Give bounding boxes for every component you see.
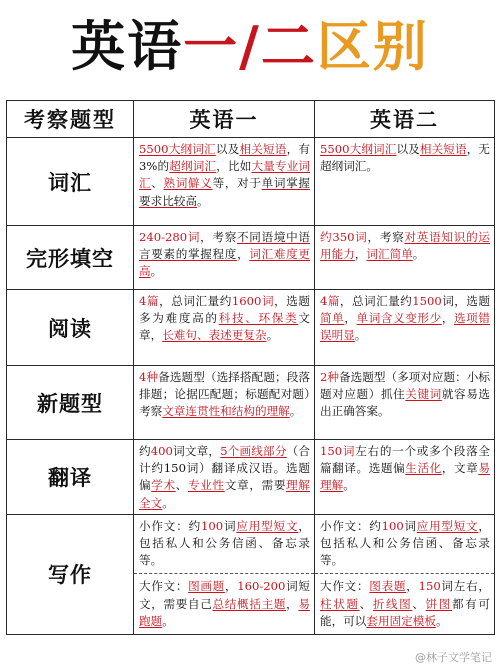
text-segment: 以及	[215, 142, 240, 156]
text-segment: 应用型短文	[236, 518, 299, 533]
category-cell: 翻译	[7, 440, 134, 515]
text-segment: ，文章	[441, 461, 479, 476]
text-segment: ，包括私人和公务信函、备忘录等。	[320, 518, 490, 568]
text-segment: 对英语知识的运用能力	[320, 230, 490, 262]
english-two-cell	[315, 290, 495, 366]
text-segment: 。	[435, 613, 448, 628]
text-segment: 。	[196, 193, 209, 208]
text-segment: 词汇难度更高	[139, 247, 310, 279]
text-segment: 1600词	[231, 294, 275, 308]
text-segment: 关键词	[405, 387, 442, 402]
text-segment: 。	[266, 328, 279, 343]
text-segment: ，	[237, 247, 250, 262]
text-segment: 小作文：约	[139, 518, 201, 533]
category-cell: 完形填空	[7, 226, 134, 290]
text-segment: 词	[223, 518, 237, 533]
text-segment: 240-280词	[139, 230, 201, 244]
text-segment: 1500	[412, 294, 442, 308]
text-segment: 2种	[320, 370, 340, 384]
text-segment: 生活化	[405, 461, 442, 476]
text-segment: 。	[162, 495, 174, 510]
text-segment: 4种	[139, 370, 159, 384]
table-header-row	[7, 101, 495, 138]
text-segment: ，	[441, 311, 454, 326]
text-segment: 400	[150, 444, 173, 458]
text-segment: 折线图	[372, 596, 413, 611]
text-segment: 图表题	[369, 579, 407, 594]
text-segment: 图画题	[188, 579, 225, 594]
text-segment: 易跑题	[139, 596, 310, 628]
text-segment: 160-200	[237, 579, 286, 594]
text-segment: ，总词汇量约	[159, 294, 232, 308]
title-part-one-two: 一/二	[183, 14, 317, 78]
text-segment: 备选题型（多项对应题：小标题对应题）抓住	[320, 370, 490, 402]
text-segment: 易理解	[320, 461, 490, 493]
english-one-cell	[134, 366, 315, 440]
table-row-translation	[7, 440, 495, 515]
text-segment: 就容易选出正确答案。	[320, 387, 490, 419]
text-segment: 。	[354, 328, 367, 343]
text-segment: 等，对于	[212, 176, 262, 191]
text-segment: 大量专业词汇	[139, 159, 310, 191]
text-segment: 、	[412, 596, 426, 611]
small-essay-text	[320, 518, 490, 570]
text-segment: 4篇	[139, 294, 160, 308]
text-segment: 简单	[320, 311, 345, 326]
text-segment: 单词掌握要求比较高	[139, 176, 310, 208]
text-segment: 词左右，	[440, 579, 490, 594]
watermark: @林子文学笔记	[415, 651, 492, 664]
text-segment: 总结概括主题	[212, 596, 287, 611]
text-segment: 长难句、表述更复杂	[162, 328, 267, 343]
text-segment: 专业性	[188, 478, 225, 493]
title-part-english: 英语	[71, 14, 184, 78]
text-segment: 都有可能，可以	[320, 596, 490, 628]
text-segment: 。	[343, 478, 355, 493]
text-segment: ，无超纲词汇。	[320, 142, 490, 174]
english-two-cell	[315, 366, 495, 440]
text-segment: 理解全文	[139, 478, 310, 510]
text-segment: 相关短语	[419, 142, 467, 156]
text-segment: 150	[418, 579, 441, 594]
header-english-one: 英语一	[134, 101, 315, 138]
text-segment: ，	[224, 579, 238, 594]
text-segment: 词文章，	[172, 444, 221, 458]
text-segment: 柱状题	[320, 596, 360, 611]
text-segment: ，考察	[367, 230, 405, 244]
text-segment: 熟词僻义	[163, 176, 213, 191]
page-title	[0, 8, 500, 84]
small-essay-text	[139, 518, 310, 570]
category-cell: 阅读	[7, 290, 134, 366]
category-cell: 词汇	[7, 138, 134, 226]
text-segment: 。	[412, 247, 425, 262]
text-segment: 、	[151, 176, 164, 191]
text-segment: ，	[286, 596, 299, 611]
english-two-cell	[315, 226, 495, 290]
text-segment: 5500大纲词汇	[320, 142, 397, 156]
text-segment: ，	[406, 579, 419, 594]
category-cell: 新题型	[7, 366, 134, 440]
text-segment: 备选题型（选择搭配题；段落排题；论据匹配题；标题配对题）考察	[139, 370, 310, 419]
table-row-cloze	[7, 226, 495, 290]
text-segment: 应用型短文	[416, 518, 479, 533]
comparison-table	[6, 100, 495, 635]
english-one-cell	[134, 440, 315, 515]
text-segment: 大作文：	[320, 579, 370, 594]
text-segment: 5500大纲词汇	[139, 142, 216, 156]
text-segment: 4篇	[320, 294, 340, 308]
text-segment: 100	[381, 518, 404, 533]
text-segment: ，总词汇量约	[339, 294, 413, 308]
big-essay-text	[315, 573, 494, 630]
text-segment: 5个画线部分	[220, 444, 287, 458]
text-segment: 大作文：	[139, 579, 189, 594]
title-part-difference: 区别	[316, 14, 429, 78]
text-segment: ，考察	[200, 230, 237, 244]
english-one-cell	[134, 226, 315, 290]
text-segment: ，包括私人和公务信函、备忘录等。	[139, 518, 310, 568]
text-segment: ，比如	[216, 159, 252, 174]
text-segment: ，	[354, 247, 367, 262]
text-segment: 。	[289, 404, 302, 419]
table-row-reading	[7, 290, 495, 366]
text-segment: 学术	[151, 478, 176, 493]
text-segment: ，	[344, 311, 357, 326]
text-segment: 文章连贯性和结构的理解	[162, 404, 290, 419]
english-two-cell	[315, 138, 495, 226]
text-segment: 、	[359, 596, 373, 611]
text-segment: （合计约150词）翻译成汉语。选题偏	[139, 444, 310, 493]
text-segment: 文章，需要	[224, 478, 287, 493]
text-segment: 饼图	[425, 596, 452, 611]
text-segment: 单词含义变形少	[356, 311, 442, 326]
text-segment: ，选题多为难度高的	[139, 294, 310, 326]
text-segment: 文章，	[139, 311, 310, 343]
text-segment: 。	[150, 264, 163, 279]
text-segment: 以及	[396, 142, 420, 156]
english-two-cell	[315, 514, 495, 634]
text-segment: 约	[139, 444, 151, 458]
english-two-cell	[315, 440, 495, 515]
text-segment: 科技、环保类	[218, 311, 299, 326]
text-segment: 词短文，需要自己	[139, 579, 310, 611]
text-segment: 词	[403, 518, 417, 533]
text-segment: 选项错误明显	[320, 311, 490, 343]
text-segment: 左右的一个或多个段落全篇翻译。选题偏	[320, 444, 490, 476]
text-segment: 相关短语	[239, 142, 287, 156]
text-segment: 小作文：约	[320, 518, 382, 533]
text-segment: 约350词	[320, 230, 368, 244]
category-cell: 写作	[7, 514, 134, 634]
text-segment: 套用固定模板	[366, 613, 436, 628]
big-essay-text	[134, 573, 314, 630]
english-one-cell	[134, 514, 315, 634]
table-row-writing	[7, 514, 495, 634]
text-segment: 。	[162, 613, 174, 628]
text-segment: 词，选题	[441, 294, 490, 308]
english-one-cell	[134, 290, 315, 366]
text-segment: 词汇简单	[366, 247, 413, 262]
text-segment: 、	[175, 478, 189, 493]
english-one-cell	[134, 138, 315, 226]
text-segment: 100	[201, 518, 224, 533]
text-segment: 超纲词汇	[169, 159, 217, 174]
table-row-new-question-type	[7, 366, 495, 440]
header-question-type: 考察题型	[7, 101, 134, 138]
text-segment: 150词	[320, 444, 356, 458]
text-segment: 不同语境中语言要素的掌握程度	[139, 230, 310, 262]
table-row-vocabulary	[7, 138, 495, 226]
text-segment: ，有3%的	[139, 142, 310, 174]
header-english-two: 英语二	[315, 101, 495, 138]
